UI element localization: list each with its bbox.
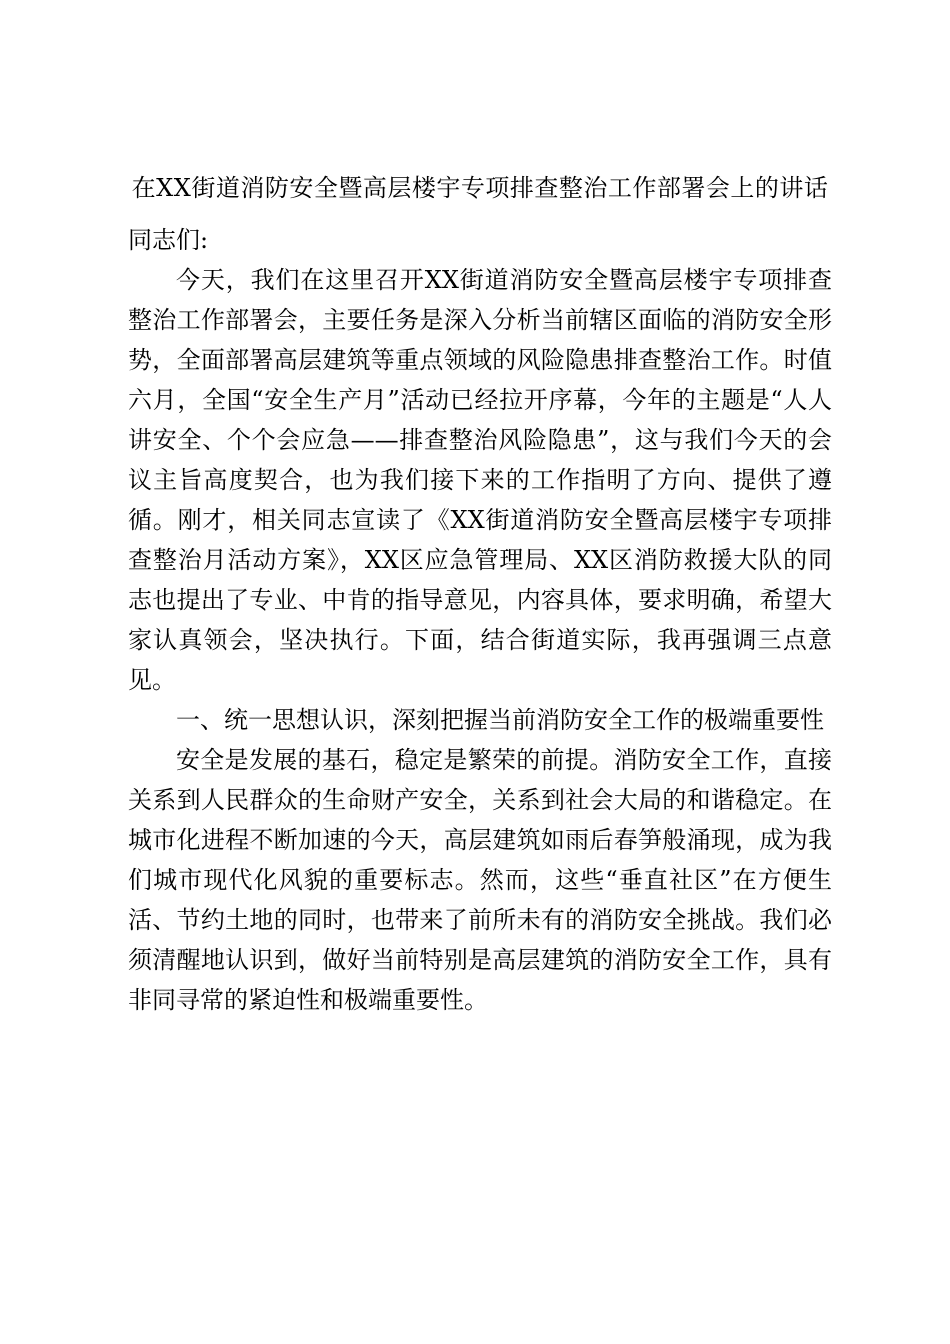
salutation: 同志们: <box>128 226 209 254</box>
document-title: 在XX街道消防安全暨高层楼宇专项排查整治工作部署会上的讲话 <box>131 174 829 202</box>
paragraph-intro: 今天，我们在这里召开XX街道消防安全暨高层楼宇专项排查整治工作部署会，主要任务是深入分析当前辖区面临的消防安全形势，全面部署高层建筑等重点领域的风险隐患排查整治工作。时值六月，全国“安全生产月”活动已经拉开序幕，今年的主题是“人人讲安全、个个会应急——排查整治风险隐患”，这与我们今天的会议主旨高度契合，也为我们接下来的工作指明了方向、提供了遵循。刚才，相关同志宣读了《XX街道消防安全暨高层楼宇专项排查整治月活动方案》，XX区应急管理局、XX区消防救援大队的同志也提出了专业、中肯的指导意见，内容具体，要求明确，希望大家认真领会，坚决执行。下面，结合街道实际，我再强调三点意见。 <box>128 266 832 694</box>
section-heading-1: 一、统一思想认识，深刻把握当前消防安全工作的极端重要性 <box>176 706 824 734</box>
document-body <box>128 168 832 1020</box>
paragraph-section-1: 安全是发展的基石，稳定是繁荣的前提。消防安全工作，直接关系到人民群众的生命财产安全，关系到社会大局的和谐稳定。在城市化进程不断加速的今天，高层建筑如雨后春笋般涌现，成为我们城市现代化风貌的重要标志。然而，这些“垂直社区”在方便生活、节约土地的同时，也带来了前所未有的消防安全挑战。我们必须清醒地认识到，做好当前特别是高层建筑的消防安全工作，具有非同寻常的紧迫性和极端重要性。 <box>128 746 832 1014</box>
